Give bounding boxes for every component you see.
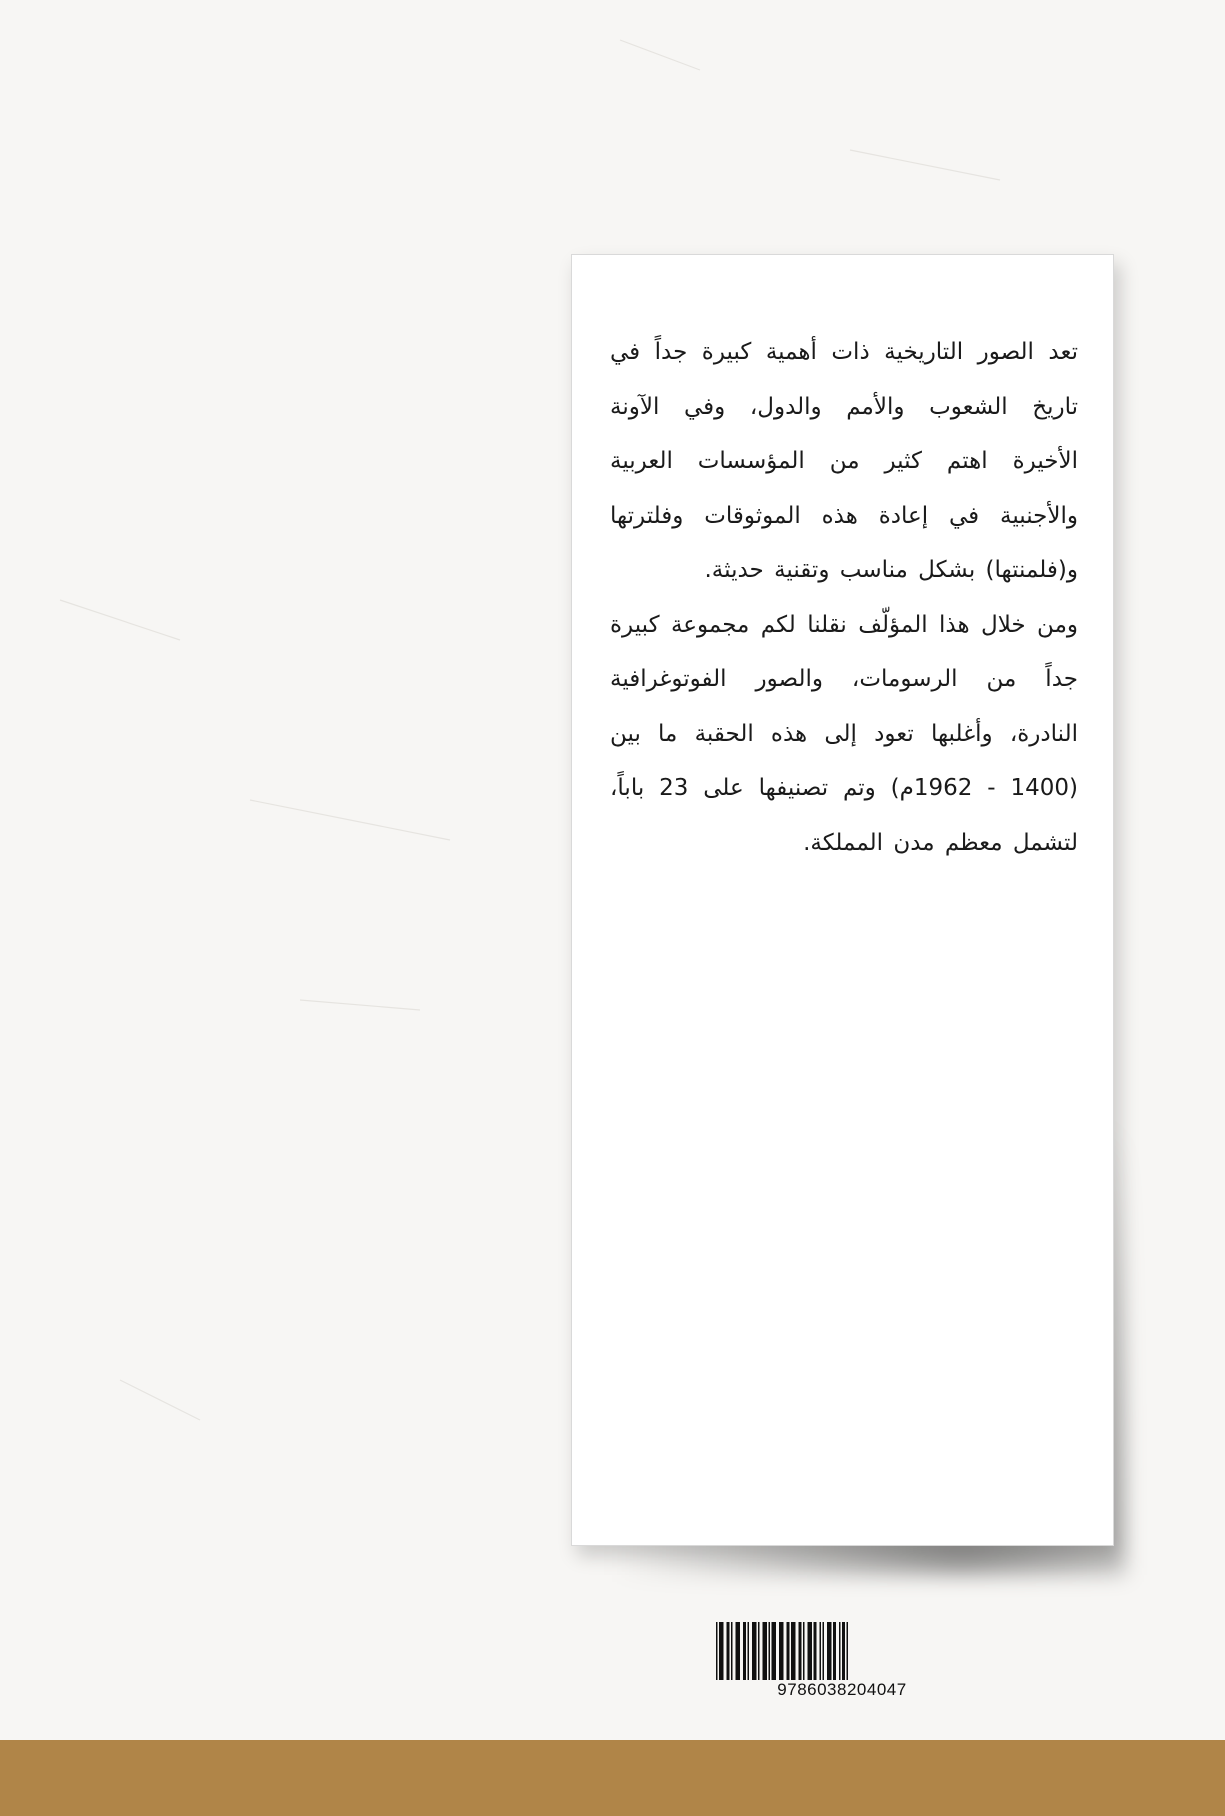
barcode-bar	[803, 1622, 805, 1680]
barcode-bar	[808, 1622, 813, 1680]
barcode-bar	[823, 1622, 825, 1680]
isbn-number: 9786038204047	[777, 1680, 907, 1699]
bottom-color-band	[0, 1740, 1225, 1816]
barcode-bar	[833, 1622, 836, 1680]
barcode-bar	[814, 1622, 817, 1680]
barcode-bar	[731, 1622, 733, 1680]
blurb-text	[610, 325, 1078, 870]
barcode-bar	[748, 1622, 750, 1680]
barcode-bar	[847, 1622, 849, 1680]
barcode-bar	[842, 1622, 845, 1680]
barcode-bar	[716, 1622, 718, 1680]
isbn-barcode	[712, 1622, 972, 1684]
barcode-bar	[791, 1622, 796, 1680]
blurb-paragraph-1: تعد الصور التاريخية ذات أهمية كبيرة جداً في تاريخ الشعوب والأمم والدول، وفي الآونة الأخيرة اهتم كثير من المؤسسات العربية والأجنبية في إعادة هذه الموثوقات وفلترتها و(فلمنتها) بشكل مناسب وتقنية حديثة.	[610, 339, 1078, 583]
barcode-bar	[736, 1622, 741, 1680]
blurb-card	[571, 254, 1114, 1546]
barcode-bar	[787, 1622, 790, 1680]
barcode-bar	[758, 1622, 760, 1680]
barcode-bar	[772, 1622, 777, 1680]
barcode-bar	[727, 1622, 730, 1680]
barcode-bar	[752, 1622, 757, 1680]
barcode-bar	[743, 1622, 746, 1680]
barcode-bar	[839, 1622, 841, 1680]
barcode-bar	[799, 1622, 802, 1680]
barcode-bar	[763, 1622, 768, 1680]
barcode-bar	[769, 1622, 771, 1680]
blurb-paragraph-2: ومن خلال هذا المؤلّف نقلنا لكم مجموعة كبيرة جداً من الرسومات، والصور الفوتوغرافية النادرة، وأغلبها تعود إلى هذه الحقبة ما بين (1400 - 1962م) وتم تصنيفها على 23 باباً، لتشمل معظم مدن المملكة.	[610, 611, 1078, 856]
barcode-bar	[779, 1622, 784, 1680]
barcode-bar	[719, 1622, 724, 1680]
barcode-bar	[820, 1622, 822, 1680]
barcode-bar	[827, 1622, 832, 1680]
